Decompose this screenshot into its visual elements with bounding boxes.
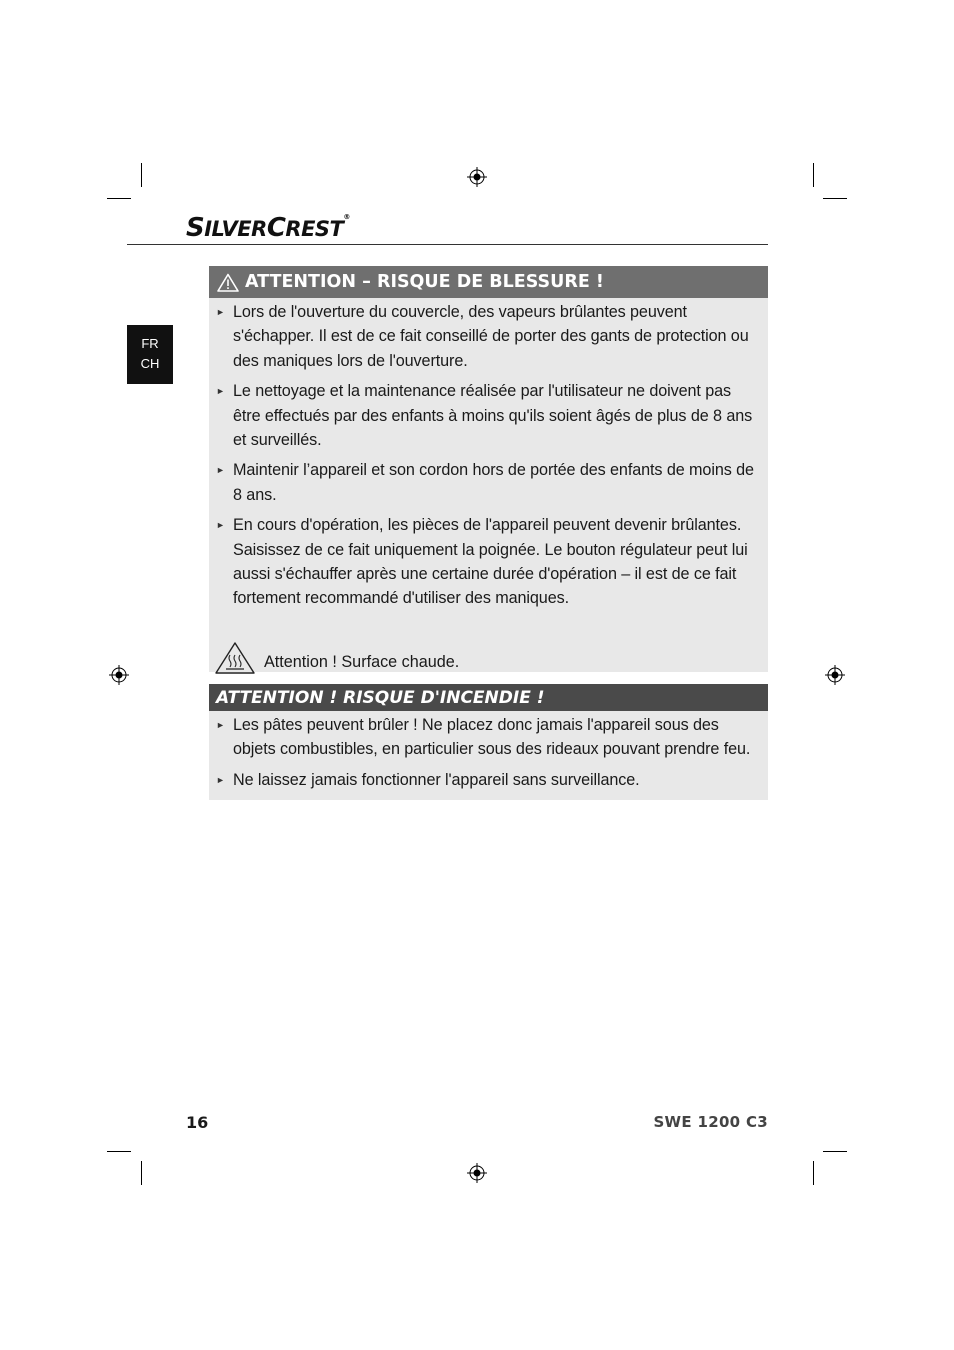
bullet-arrow-icon: ► (216, 386, 225, 397)
crop-mark (141, 163, 142, 187)
header-rule (127, 244, 768, 245)
registration-mark-icon (467, 1163, 487, 1183)
bullet-arrow-icon: ► (216, 520, 225, 531)
logo-text: REST (285, 217, 344, 241)
bullet-arrow-icon: ► (216, 774, 225, 785)
list-item (209, 458, 762, 507)
list-item (209, 300, 762, 373)
crop-mark (813, 1161, 814, 1185)
hot-surface-notice (209, 637, 768, 675)
list-item-text: En cours d'opération, les pièces de l'appareil peuvent devenir brûlantes. Saisissez de ce fait uniquement la poignée. Le bouton régulateur peut lui aussi s'échauffer après une certaine durée d'opération – il est de ce fait fortement recommandé d'utiliser des maniques. (233, 516, 748, 608)
bullet-arrow-icon: ► (216, 465, 225, 476)
brand-logo (186, 213, 350, 243)
logo-letter: S (186, 213, 205, 243)
list-item-text: Les pâtes peuvent brûler ! Ne placez donc jamais l'appareil sous des objets combustibles, en particulier sous des rideaux pouvant prendre feu. (233, 716, 751, 759)
injury-warning-title: ATTENTION – RISQUE DE BLESSURE ! (245, 272, 604, 292)
crop-mark (813, 163, 814, 187)
bullet-arrow-icon: ► (216, 720, 225, 730)
list-item (209, 768, 758, 792)
country-code: CH (140, 356, 160, 371)
registration-mark-icon (467, 167, 487, 187)
list-item-text: Maintenir l’appareil et son cordon hors de portée des enfants de moins de 8 ans. (233, 461, 754, 504)
hot-surface-text: Attention ! Surface chaude. (264, 652, 460, 671)
crop-mark (107, 198, 131, 199)
fire-warning-title: ATTENTION ! RISQUE D'INCENDIE ! (216, 687, 545, 708)
crop-mark (107, 1151, 131, 1152)
crop-mark (823, 1151, 847, 1152)
crop-mark (823, 198, 847, 199)
logo-text: ILVER (204, 217, 267, 241)
fire-warning-list (209, 713, 768, 792)
list-item-text: Le nettoyage et la maintenance réalisée par l'utilisateur ne doivent pas être effectués par des enfants à moins qu'ils soient âgés de plus de 8 ans et surveillés. (233, 382, 753, 450)
injury-warning-heading (209, 266, 768, 298)
injury-warning-list (209, 300, 768, 611)
list-item (209, 713, 758, 762)
bullet-arrow-icon: ► (216, 307, 225, 317)
language-code: FR (141, 336, 159, 351)
list-item-text: Ne laissez jamais fonctionner l'appareil sans surveillance. (233, 770, 640, 789)
fire-warning-heading (209, 684, 768, 711)
page-number: 16 (186, 1113, 209, 1132)
crop-mark (141, 1161, 142, 1185)
fire-warning-section (209, 684, 768, 800)
list-item (209, 379, 762, 452)
list-item (209, 513, 762, 611)
warning-triangle-icon (217, 273, 239, 292)
registration-mark-icon (825, 665, 845, 685)
registered-mark: ® (343, 213, 350, 221)
registration-mark-icon (109, 665, 129, 685)
language-tab (127, 325, 173, 384)
injury-warning-section (209, 266, 768, 672)
list-item-text: Lors de l'ouverture du couvercle, des vapeurs brûlantes peuvent s'échapper. Il est de ce fait conseillé de porter des gants de protection ou des maniques lors de l'ouverture. (233, 303, 749, 370)
hot-surface-warning-icon (214, 641, 256, 675)
model-number: SWE 1200 C3 (653, 1113, 768, 1131)
logo-letter: C (266, 213, 286, 243)
